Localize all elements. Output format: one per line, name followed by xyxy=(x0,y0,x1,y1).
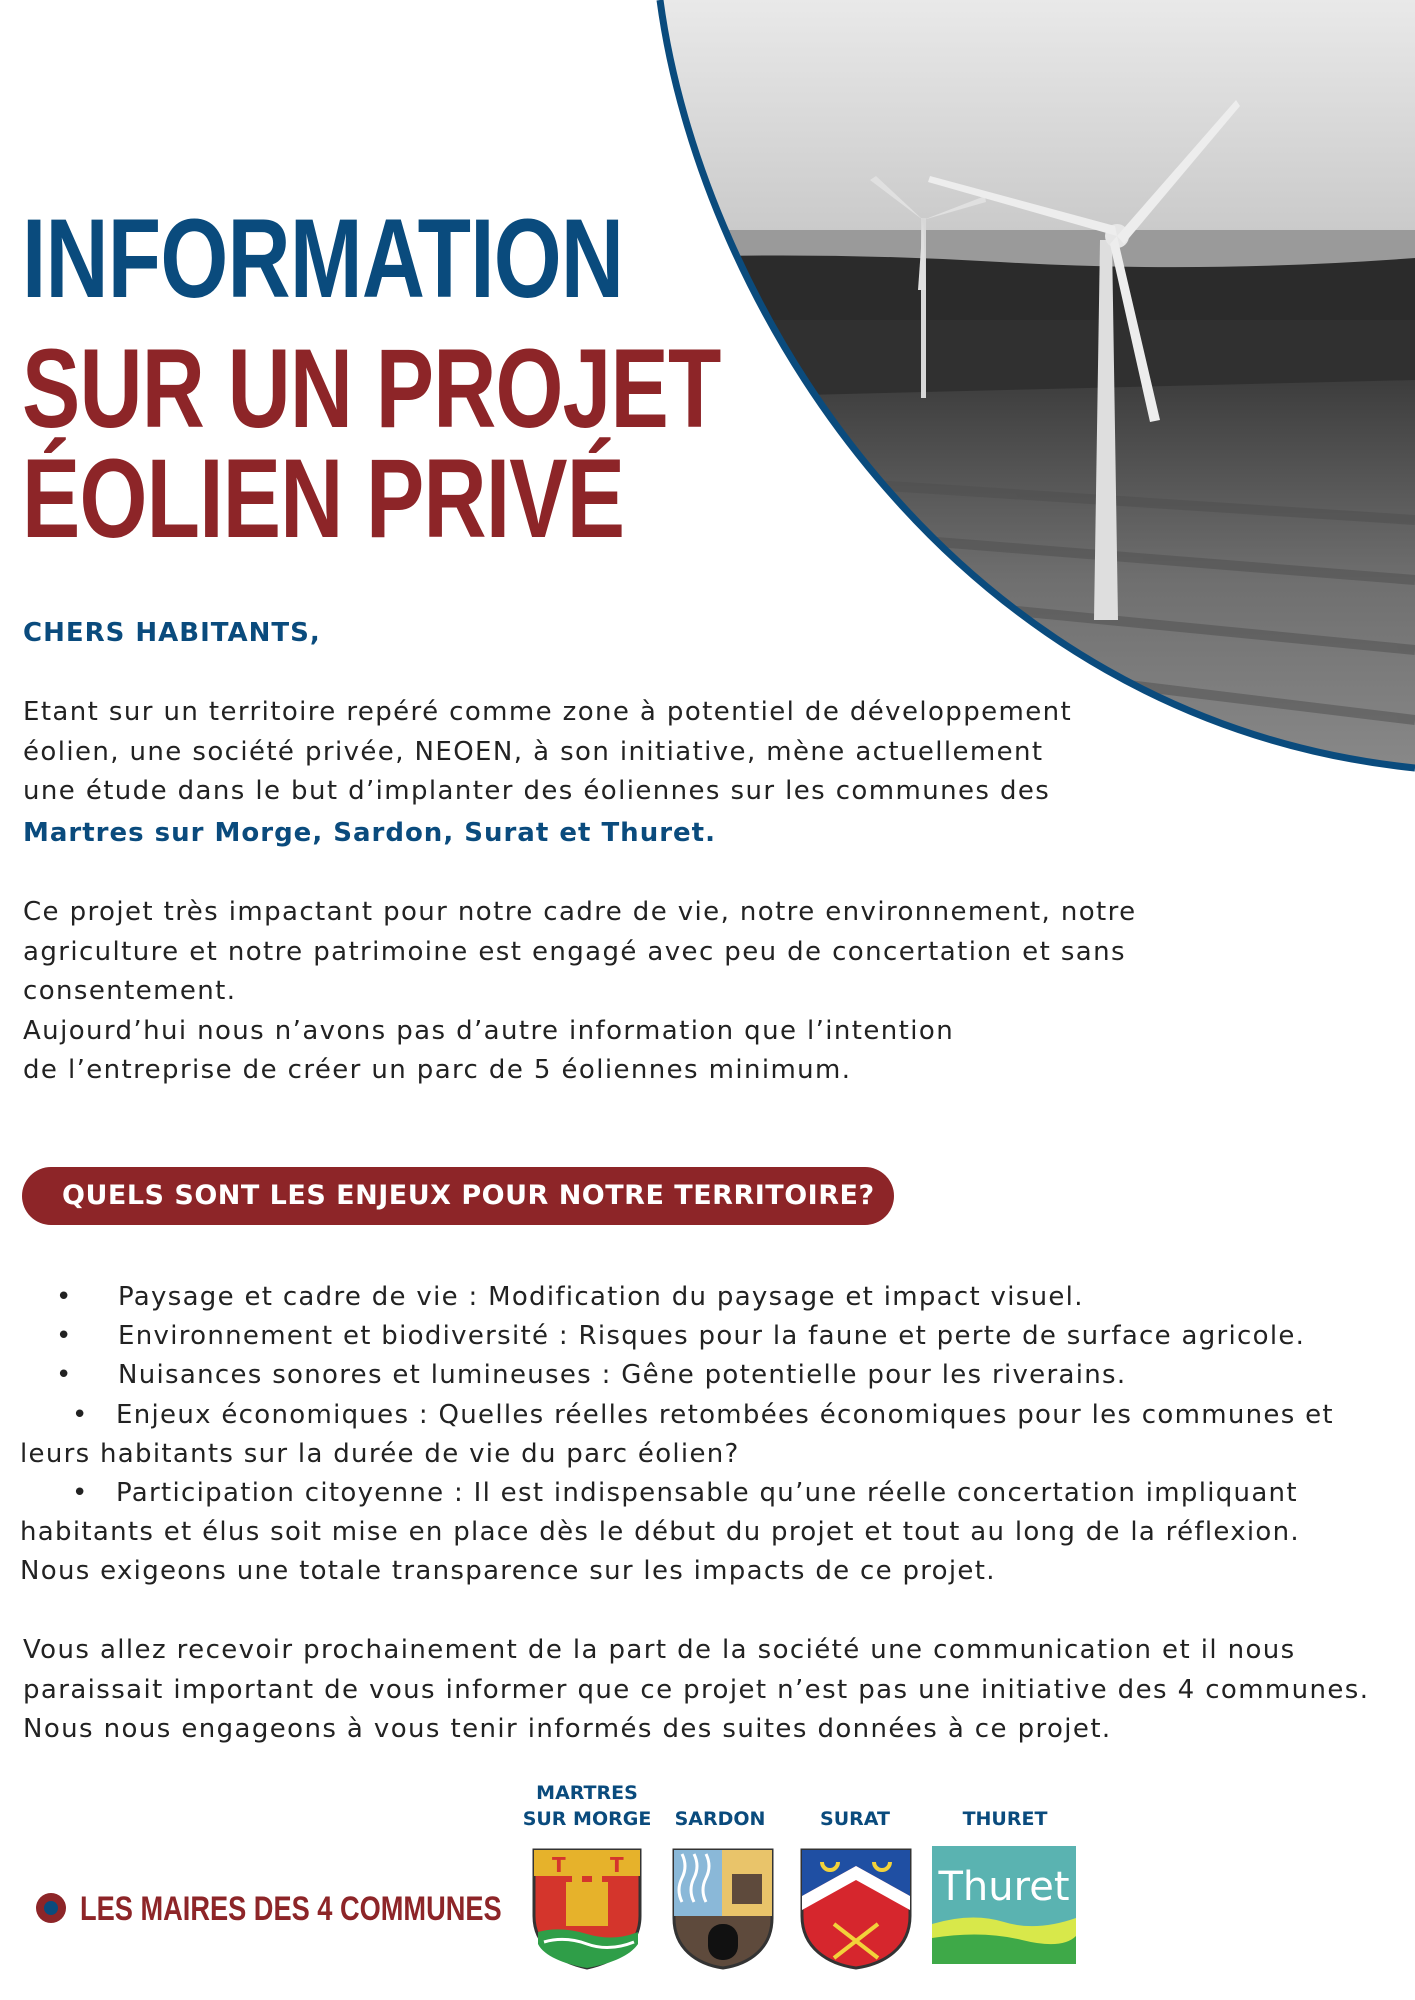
surat-crest-icon xyxy=(798,1846,914,1972)
information-text: Aujourd’hui nous n’avons pas d’autre information que l’intention xyxy=(23,1015,955,1046)
section-heading: QUELS SONT LES ENJEUX POUR NOTRE TERRITOIRE? xyxy=(22,1167,894,1225)
list-item-text: Environnement et biodiversité : Risques pour la faune et perte de surface agricole. xyxy=(118,1321,1306,1352)
title-eolien-prive: ÉOLIEN PRIVÉ xyxy=(22,436,625,561)
greeting: CHERS HABITANTS, xyxy=(23,618,321,648)
svg-text:T: T xyxy=(610,1853,624,1877)
intro-paragraph xyxy=(23,693,1103,853)
commune-name-surat: SURAT xyxy=(820,1808,890,1830)
list-item-text: Enjeux économiques : Quelles réelles retombées économiques pour les communes et leurs habitants sur la durée de vie du parc éolien? xyxy=(20,1399,1334,1469)
bullet-icon: • xyxy=(72,1478,89,1509)
title-information: INFORMATION xyxy=(22,196,624,321)
commune-name-sardon: SARDON xyxy=(674,1808,766,1830)
park-text: de l’entreprise de créer un parc de 5 éoliennes minimum. xyxy=(23,1055,852,1085)
list-item xyxy=(20,1396,1360,1474)
thuret-logo-text: Thuret xyxy=(938,1864,1070,1910)
intro-text: Etant sur un territoire repéré comme zone à potentiel de développement éolien, une société privée, NEOEN, à son initiative, mène actuellement une étude dans le but d’implanter des éoliennes sur les communes des xyxy=(23,697,1073,806)
list-item xyxy=(20,1317,1360,1356)
list-item xyxy=(20,1356,1360,1395)
thuret-logo-icon xyxy=(932,1846,1076,1964)
list-item-text: Paysage et cadre de vie : Modification du paysage et impact visuel. xyxy=(118,1282,1084,1312)
list-item xyxy=(20,1474,1360,1552)
closing-paragraph: Vous allez recevoir prochainement de la part de la société une communication et il nous paraissait important de vous informer que ce projet n’est pas une initiative des 4 communes. Nous nous engageons à vous tenir informés des suites données à ce projet. xyxy=(23,1635,1370,1744)
list-item xyxy=(20,1278,1360,1317)
sardon-crest-icon xyxy=(670,1846,776,1972)
issues-list xyxy=(20,1278,1360,1592)
bullet-icon: • xyxy=(56,1360,73,1391)
commune-name-line: MARTRES xyxy=(536,1782,638,1804)
martres-crest-icon xyxy=(530,1846,644,1970)
commune-name-martres xyxy=(512,1780,662,1832)
bullet-icon: • xyxy=(56,1321,73,1352)
list-item-text: Nuisances sonores et lumineuses : Gêne potentielle pour les riverains. xyxy=(118,1360,1127,1391)
svg-text:T: T xyxy=(552,1853,566,1877)
bullet-icon: • xyxy=(72,1399,89,1430)
commune-name-line: SUR MORGE xyxy=(522,1808,652,1830)
transparency-text: Nous exigeons une totale transparence sur les impacts de ce projet. xyxy=(20,1556,996,1587)
list-item-text: Participation citoyenne : Il est indispensable qu’une réelle concertation impliquant habitants et élus soit mise en place dès le début du projet et tout au long de la réflexion. xyxy=(20,1478,1300,1548)
signature: LES MAIRES DES 4 COMMUNES xyxy=(80,1890,502,1928)
impact-paragraph xyxy=(23,893,1143,1091)
communes-list: Martres sur Morge, Sardon, Surat et Thuret. xyxy=(23,817,716,848)
seal-icon xyxy=(36,1893,66,1923)
impact-text: Ce projet très impactant pour notre cadre de vie, notre environnement, notre agriculture et notre patrimoine est engagé avec peu de concertation et sans consentement. xyxy=(23,897,1137,1006)
commune-name-thuret: THURET xyxy=(962,1808,1048,1830)
bullet-icon: • xyxy=(56,1282,73,1312)
title-projet: SUR UN PROJET xyxy=(22,326,721,451)
